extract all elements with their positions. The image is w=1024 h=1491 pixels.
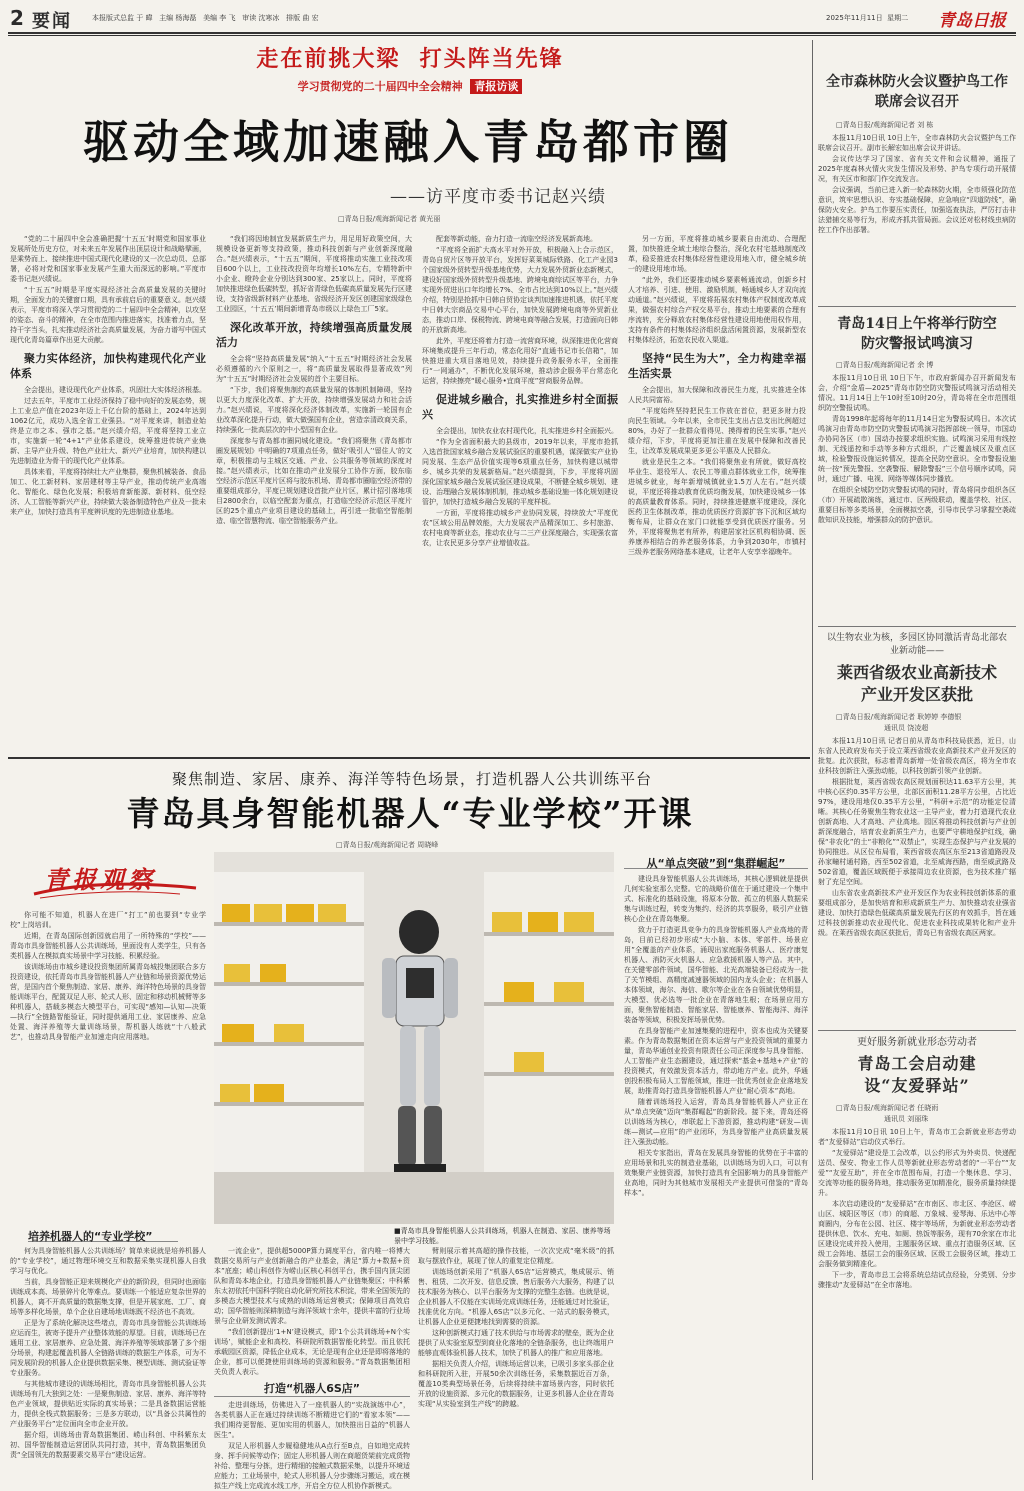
sidebar-story-2-byline: □青岛日报/观海新闻记者 余 博: [836, 361, 934, 369]
sidebar-story-1-body: 本报11月10日讯 10日上午，全市森林防火会议暨护鸟工作联席会议召开。副市长解宏如出席会议并讲话。 会议传达学习了国家、省有关文件和会议精神，通报了2025年度森林火情火灾发生情况及形势、护鸟专项行动开展情况，有关区市和部门作交流发言。 会议强调，当前已进入新一轮森林防火期，全市须强化防范意识，筑牢思想认识、夯实基础保障，应急响应“四道防线”，确保防火安全。护鸟工作要压实责任，加强巡查执法，严厉打击非法猎捕交易等行为，形成齐抓共管局面。会议还对松材线虫病防控工作作出部署。: [818, 134, 1016, 234]
sidebar-story-3-kicker: 以生物农业为核，多园区协同激活青岛北部农业新动能——: [826, 633, 1007, 656]
sidebar-rule-2: [818, 626, 1016, 627]
main-subhead-3: 促进城乡融合，扎实推进乡村全面振兴: [422, 393, 618, 421]
sidebar-story-4-byline-2: 通讯员 刘丽珠: [884, 1115, 929, 1123]
main-subhead-1: 聚力实体经济，加快构建现代化产业体系: [10, 352, 206, 380]
banner-subline: 学习贯彻党的二十届四中全会精神: [297, 80, 463, 93]
page-header: [8, 6, 1016, 32]
column-logo: 青报观察: [30, 858, 200, 902]
robot-col-2: 一流企业”，提供超5000P算力调度平台，省内唯一将博大数据交易所与产业创新融合的产业基金，满足“算力+数据+资本”底座；崂山科创作为崂山区核心科创平台，携手国内顶尖团队和青岛本地企业，打造具身智能机器人产业链集聚区；中科紫东太初依托中国科学院自动化研究所技术积淀，带来全国领先的多模态大模型技术与成熟的训练场运营模式；保障项目高效启动；国华智能则深耕制造与海洋领域十余年，提供丰富的行业场景与企业研发测试需求。 “我们创新提出‘1+N’建设模式，即‘1个公共训练场+N个实训场’，赋能企业和高校、科研院所数据智能化转型。而且依托承载园区资源，降低企业成本，无论是现有企业还是即将落地的企业，都可以便捷使用训练场的资源和服务。”青岛数据集团相关负责人表示。 打造“机器人6S店” 走进训练场，仿佛进入了一座机器人的“实战演练中心”，各类机器人正在通过持续训练不断精进它们的“看家本领”——我们期待更智能、更加实用的机器人，加快推出日益的“机器人医生”。 双足人形机器人步履稳健地从A点行至B点，自如地完成转身、挥手问候等动作；固定人形机器人则在商超货架前完成货物补给、整理与分拣，进行精细的接触式数据采集，以提升环境适应能力；工业场景中，轮式人形机器人分步骤练习搬运，或在模拟生产线上完成流水线工序，开启全方位人机协作新模式。: [214, 1247, 410, 1490]
sidebar-story-4-headline: 青岛工会启动建设“友爱驿站”: [857, 1054, 977, 1095]
sidebar-rule-1: [818, 306, 1016, 307]
sidebar-story-4-kicker: 更好服务新就业形态劳动者: [857, 1037, 977, 1048]
robot-col4-subhead-box: [624, 852, 808, 869]
main-col-1: “党的二十届四中全会准确把握‘十五五’时期党和国家事业发展所处历史方位，对未来五年发展作出顶层设计和战略擘画，是乘势而上、接续推进中国式现代化建设的又一次总动员、总部署，必将对党和国家事业发展产生重大而深远的影响。”平度市委书记赵兴绩说。 “十五五”时期是平度实现经济社会高质量发展的关键时期，全面发力的关键窗口期，具有承前启后的重要意义。赵兴绩表示，平度市将深入学习贯彻党的二十届四中全会精神，以攻坚的姿态、奋斗的精神，在全市范围内推进落实，找准着力点，坚持干字当头，扎实推动经济社会高质量发展，为奋力谱写中国式现代化青岛篇章作出更大贡献。 聚力实体经济，加快构建现代化产业体系 全会提出，建设现代化产业体系，巩固壮大实体经济根基。 过去五年，平度市工业经济保持了稳中向好的发展态势，规上工业总产值在2023年迈上千亿台阶的基础上，2024年达到1062亿元，成功入选全省工业强县。“对平度来讲，制造业始终是立市之本、强市之基。”赵兴绩介绍，平度将坚持工业立市，实施新一轮“4+1”产业体系建设，统筹推进传统产业焕新、主导产业升级、特色产业壮大、新兴产业培育，加快构建以先进制造业为骨干的现代化产业体系。 具体来看，平度将持续壮大产业集群，聚焦机械装备、食品加工、化工新材料、家居建材等主导产业，推动传统产业高端化、智能化、绿色化发展；积极培育新能源、新材料、低空经济、人工智能等新兴产业，持续做大装备制造特色产业及一批未来产业，加快打造具有平度辨识度的先进制造业基地。: [10, 235, 206, 516]
sidebar-story-1-headline: 全市森林防火会议暨护鸟工作联席会议召开: [826, 74, 1008, 110]
sidebar-story-3: [818, 632, 1016, 982]
header-rule-thin: [8, 35, 1016, 36]
main-subhead-4: 坚持“民生为大”，全力构建幸福生活实景: [628, 352, 806, 380]
photo-caption: ■青岛市具身智能机器人公共训练场，机器人在制造、家居、康养等场景中学习技能。: [394, 1227, 611, 1245]
robot-photo: [214, 852, 614, 1224]
robot-subhead-a-box: [28, 1225, 178, 1242]
sidebar-story-2-headline: 青岛14日上午将举行防空防灾警报试鸣演习: [837, 316, 997, 352]
main-col-4: 另一方面，平度将推动城乡要素自由流动、合理配置，加快推进全域土地综合整治，深化农村宅基地制度改革，稳妥推进农村集体经营性建设用地入市，健全城乡统一的建设用地市场。 “此外，我们还要推动城乡要素畅通流动，创新乡村人才培养、引进、使用、激励机制，畅通城乡人才双向流动通道。”赵兴绩说，平度将拓展农村集体产权制度改革成果，做强农村综合产权交易平台，推动土地要素的合理有序流转，充分释放农村集体经营性建设用地使用权作用，支持有条件的村集体经济组织盘活闲置资源，发展新型农村集体经济，拓宽农民收入渠道。 坚持“民生为大”，全力构建幸福生活实景 全会提出，加大保障和改善民生力度，扎实推进全体人民共同富裕。 “平度始终坚持把民生工作放在首位，把更多财力投向民生领域。今年以来，全市民生支出占总支出比例超过80%，办好了一批群众看得见、摸得着的民生实事。”赵兴绩介绍，下步，平度将更加注重在发展中保障和改善民生，让改革发展成果更多更公平惠及人民群众。 就业是民生之本。“我们将聚焦业有所就，做好高校毕业生、退役军人、农民工等重点群体就业工作，统筹推进城乡就业，每年新增城镇就业1.5万人左右。”赵兴绩说，平度还将推动教育优质均衡发展，加快建设城乡一体的高质量教育体系。同时，持续推进健康平度建设，深化医药卫生体制改革，推动优质医疗资源扩容下沉和区域均衡布局，让群众在家门口就能享受到优质医疗服务。另外，平度将聚焦老有所养，构建居家社区机构相协调、医养康养相结合的养老服务体系，力争到2030年，市镇村三级养老服务网络基本建成，让老年人安享幸福晚年。: [628, 235, 806, 556]
sidebar-story-3-body: 本报11月10日讯 记者日前从青岛市科技局获悉，近日，山东省人民政府发布关于设立莱西省级农业高新技术产业开发区的批复。此次获批，标志着青岛新增一处省级农高区，将为全市农业科技创新注入强劲动能，以科技创新引领产业创新。 根据批复，莱西省级农高区规划面积达11.63平方公里，其中核心区约0.35平方公里，北部区面积11.28平方公里，占比近97%，建设用地仅0.35平方公里，“科研+示范”的功能定位清晰。其核心任务聚焦生物农业这一主导产业，着力打造现代农业创新高地、人才高地、产业高地。园区将推动科技创新与产业创新深度融合，培育农业新质生产力，也要严守耕地保护红线，确保“非农化”的土“非粮化”“双禁止”，实现生态保护与产业发展的协同推进。从区位布局看，莱西省级农高区东至213省道路段及孙家疃村通村路，西至502省道，北至威海西路，南至威武路及502省道，覆盖区域既便于承接周边农业资源，也为技术推广辐射了充足空间。 山东省农业高新技术产业开发区作为农业科技创新体系的重要组成部分，是加快培育和形成新质生产力、加快推动农业强省建设、加快打造绿色低碳高质量发展先行区的有效抓手，旨在通过科技创新推动农业现代化、促进农业科技成果转化和产业升级。在莱西省级农高区获批后，青岛已有省级农高区两家。: [818, 737, 1016, 937]
campaign-banner: [200, 44, 620, 110]
sidebar-story-2-body: 本报11月10日讯 10日下午，市政府新闻办召开新闻发布会，介绍“金盾—2025”青岛市防空防灾警报试鸣演习活动相关情况。11月14日上午10时至10时20分，青岛将在全市范围组织防空警报试鸣。 青岛1998年起将每年的11月14日定为警报试鸣日。本次试鸣演习由青岛市防空防灾警报试鸣演习指挥部统一领导，市国动办协同各区（市）国动办按要求组织实施。试鸣演习采用有线控制、无线遥控和手动等多种方式组织，广泛覆盖城区及重点区域，检验警报设施运转情况，提高全民防空意识。全市警报设施统一按“预先警报、空袭警报、解除警报”三个信号顺序试鸣，同时，通过广播、电视、网络等媒体同步播放。 在组织全城防空防灾警报试鸣的同时，青岛将同步组织各区（市）开展疏散演练，通过市、区两级联动，覆盖学校、社区、重要目标等多类场景，全面模拟空袭，引导市民学习掌握空袭疏散知识及技能，增强群众的防护意识。: [818, 374, 1016, 524]
robot-kicker: 聚焦制造、家居、康养、海洋等特色场景，打造机器人公共训练平台: [171, 770, 652, 788]
sidebar-story-4: [818, 1036, 1016, 1445]
sidebar-divider: [812, 40, 813, 1480]
sidebar-story-3-byline-2: 通讯员 饶凌超: [884, 724, 929, 732]
robot-byline: □青岛日报/观海新闻记者 周晓峰: [336, 841, 439, 849]
sidebar-story-3-headline: 莱西省级农业高新技术产业开发区获批: [836, 663, 997, 704]
sidebar-story-4-byline-1: □青岛日报/观海新闻记者 任晓雨: [836, 1104, 939, 1112]
page-number: 2: [10, 6, 24, 30]
header-rule: [8, 32, 1016, 34]
sidebar-story-2: [818, 314, 1016, 625]
sidebar-story-1: [818, 72, 1016, 275]
robot-subhead-b: 打造“机器人6S店”: [214, 1381, 410, 1397]
masthead-logo: 青岛日报: [938, 11, 1006, 31]
banner-subline-row: [200, 78, 620, 94]
robot-col-1: 何为具身智能机器人公共训练场？简单来说就是培养机器人的“专业学校”，通过物理环境交互和数据采集实现机器人自我学习与优化。 当前，具身智能正迎来规模化产业的新阶段，但同时也面临训练成本高、场景碎片化等难点。要训练一个能适应复杂世界的机器人，离不开高质量的数据集支撑，但是开展家庭、工厂、商场等多样化场景，单个企业自建场地训练既不经济也不高效。 正是为了系统化解决这些堵点，青岛市具身智能公共训练场应运而生，被寄予提升产业整体效能的厚望。目前，训练场已在通用工业、家居康养、应急处置、海洋养殖等领域部署了多个细分场景，构建起覆盖机器人全链路训练的数据生产体系，可为不同发展阶段的机器人企业提供数据采集、模型训练、测试验证等专业服务。 与其他城市建设的训练场相比，青岛市具身智能机器人公共训练场有几大独到之处：一是聚焦制造、家居、康养、海洋等特色产业领域，提供贴近实际的真实场景；二是具备数据运营能力，提供全栈式数据服务；三是多方联动，以“具备公共属性的产业服务平台”定位面向全市企业开放。 据介绍，训练场由青岛数据集团、崂山科创、中科紫东太初、国华智能制造运营团队共同打造，其中，青岛数据集团负责“全国领先的数据要素交易平台”建设运营。: [10, 1247, 206, 1459]
main-col-3: 配套等新动能，奋力打造一流临空经济发展新高地。 “平度将全面扩大高水平对外开放，积极融入上合示范区，青岛自贸片区等开放平台，发挥好菜莱城际铁路、化工产业园3个国家级外贸转型升级基地优势，大力发展外贸新业态新模式，建设好国家级外贸转型升级基地、跨境电商综试区等平台，力争实现外贸进出口年均增长7%、全市占比达到10%以上。”赵兴绩介绍，特别是抢抓中日韩自贸协定谈判加速推进机遇，依托平度中日韩大宗商品交易中心平台，加快发展跨境电商等外贸新业态，推动口岸、保税物流、跨境电商等融合发展，打造面向日韩的开放新高地。 此外，平度还将着力打造一流营商环境，纵深推进优化营商环境集成提升三年行动，常态化用好“直通书记市长信箱”，加快推进重大项目落地见效，持续提升政务服务水平，全面推行“一网通办”，不断优化发展环境，推动涉企服务平台常态化运营，持续擦亮“暖心服务•宜商平度”营商服务品牌。 促进城乡融合，扎实推进乡村全面振兴 全会提出，加快农业农村现代化，扎实推进乡村全面振兴。 “作为全省面积最大的县级市，2019年以来，平度市抢抓入选首批国家城乡融合发展试验区的重要机遇，谋深做实产业协同发展、生态产品价值实现等6项重点任务，加快构建以城带乡、城乡共荣的发展新格局。”赵兴绩提到，下步，平度将巩固深化国家城乡融合发展试验区建设成果，不断健全城乡规划、建设、治理融合发展体制机制，推动城乡基础设施一体化规划建设管护，加快打造城乡融合发展的平度样板。 一方面，平度将推动城乡产业协同发展，持续放大“平度优农”区域公用品牌效能，大力发展农产品精深加工、乡村旅游、农村电商等新业态，推动农业与二三产业深度融合，实现强农富农，让农民更多分享产业增值收益。: [422, 235, 618, 547]
main-subheadline: ——访平度市委书记赵兴绩: [390, 187, 606, 207]
robot-col4-subhead: 从“单点突破”到“集群崛起”: [646, 857, 786, 870]
sidebar-rule-3: [818, 1030, 1016, 1031]
section-title: 要闻: [32, 11, 72, 32]
robot-col-3: 臂则展示着其高超的操作技能，一次次完成“毫米级”的抓取与摆放作业，展现了惊人的重复定位精度。 训练场创新采用了“机器人6S店”运营模式，集成展示、销售、租赁、二次开发、信息反馈、售后服务六大服务，构建了以技术服务为核心、以平台服务为支撑的完整生态链。也就是说，企业机器人不仅能在实训场完成训练任务，还能通过对比验证，找准优化方向。“机器人6S店”以多元化、一站式的服务模式，让机器人企业更便捷地找到需要的资源。 这种创新模式打通了技术供给与市场需求的壁垒，既为企业提供了从实验室原型到商业化落地的全链条服务，也让终端用户能够直观体验机器人技术，加快了机器人的推广和应用落地。 据相关负责人介绍，训练场运营以来，已吸引多家头部企业和科研院所入驻，开展50余次训练任务，采集数据近百万条，覆盖10类典型场景任务，后续将持续丰富场景内容，同时依托开放的设施资源、多元化的数据服务，让更多机器人企业在青岛实现“从实验室到生产线”的跨越。: [418, 1247, 614, 1408]
robot-training-photo-icon: [214, 852, 614, 1224]
robot-subhead-a: 培养机器人的“专业学校”: [28, 1230, 153, 1243]
sidebar-story-4-body: 本报11月10日讯 10日上午，青岛市工会新就业形态劳动者“友爱驿站”启动仪式举行。 “友爱驿站”建设是工会改革，以公约形式为外卖员、快递配送员、保安、物业工作人员等新就业形态劳动者的“一平台”“友爱”“友爱互助”，并在全市范围布局，打造一个集休息、学习、交流等功能的服务阵地，推动服务更加精准化，服务质量持续提升。 本次启动建设的“友爱驿站”在市南区、市北区、李沧区、崂山区、城阳区等区（市）的商超、万象城、爱琴海、乐达中心等商圈内，分布在公园、社区、楼宇等场所，为新就业形态劳动者提供休息、饮水、充电、如厕、热饭等服务，现有70余家在市北区建设完成并投入使用，主题服务区域、重点打造服务区域、区级工会阵地、基层工会的服务区域、区级工会服务区域，推动工会服务做到精准化。 下一步，青岛市总工会将系统总结试点经验，分类别、分步骤推动“友爱驿站”在全市落地。: [818, 1128, 1016, 1289]
section-divider: [8, 757, 810, 759]
robot-lead: 你可能不知道，机器人在进厂“打工”前也要到“专业学校”上岗培训。 近期，在青岛国际创新园就启用了一所特殊的“学校”——青岛市具身智能机器人公共训练场，里面没有人类学生，只有各类机器人在模拟真实场景中学习技能、积累经验。 该训练场由市城乡建设投资集团所属青岛城投集团联合多方投资建设，依托青岛市具身智能机器人产业链和场景资源优势运营，是国内首个聚焦制造、家居、康养、海洋特色场景的具身智能训练平台，配置双足人形、轮式人形、固定和移动机械臂等多种机器人，搭载多模态大模型平台，可实现“感知—认知—决策—执行”全链路智能验证，同时提供通用工业、家居康养、应急处置、海洋养殖等大量训练场景，帮机器人练就“十八般武艺”，也推动具身智能产业加速走向应用落地。: [10, 911, 206, 1041]
main-headline: 驱动全域加速融入青岛都市圈: [83, 115, 733, 169]
main-col-2: “我们将因地制宜发展新质生产力，用足用好政策空间，大规模设备更新等支持政策，推动科技创新与产业创新深度融合。”赵兴绩表示，“十五五”期间，平度将推动实施工业技改项目600个以上，工业技改投资年均增长10%左右，专精特新中小企业、瞪羚企业分别达到300家、25家以上。同时，平度将加快推进绿色低碳转型，抓好省青绿色低碳高质量发展先行区建设，支持省级新材料产业基地、省级经济开发区创建国家级绿色工业园区，‘十五五’期间新增青岛市级以上绿色工厂5家。 深化改革开放，持续增强高质量发展活力 全会将“坚持高质量发展”纳入“十五五”时期经济社会发展必须遵循的六个原则之一，将“高质量发展取得显著成效”列为“十五五”时期经济社会发展的首个主要目标。 “下步，我们将聚焦制约高质量发展的体制机制障碍，坚持以更大力度深化改革、扩大开放，持续增强发展动力和社会活力。”赵兴绩说，平度将深化经济体制改革，实施新一轮国有企业改革深化提升行动，做大做强国有企业，营造亲清政商关系，持续强化一批高层次的中小型国有企业。 深度参与青岛都市圈同城化建设。“我们将聚焦《青岛都市圈发展规划》中明确的7项重点任务，做好‘吸引人’‘留住人’的文章，积极推动与主城区交通、产业、公共服务等领域的深度对接。”赵兴绩表示，比如在推动产业发展分工协作方面，胶东临空经济示范区平度片区将与胶东机场、青岛都市圈临空经济带的重要组成部分，平度已规划建设首批产业片区，累计招引落地项目2800余台，以临空配套为重点，打造临空经济示范区平度片区的25个重点产业项目建设的基础上，再引进一批临空智能制造、临空智慧物流、临空智能服务产业。: [216, 235, 412, 525]
issue-date: 2025年11月11日 星期二: [826, 14, 909, 22]
robot-headline: 青岛具身智能机器人“专业学校”开课: [126, 794, 694, 833]
sidebar-story-3-byline-1: □青岛日报/观海新闻记者 耿婷婷 李德银: [836, 713, 962, 721]
main-byline: □青岛日报/观海新闻记者 黄光丽: [338, 215, 441, 223]
banner-slogan: 走在前挑大梁 打头阵当先锋: [256, 46, 564, 72]
main-subhead-2: 深化改革开放，持续增强高质量发展活力: [216, 321, 412, 349]
robot-col-4: 建设具身智能机器人公共训练场，其核心逻辑就是提供几何实验室那么完整。它的战略价值在于通过建设一个集中式、标准化的基础设施，将原本分散、孤立的机器人数据采集与训练过程，转变为集约、经济的共享服务，吸引产业链核心企业在青岛集聚。 致力于打造更具竞争力的具身智能机器人产业高地的青岛，目前已经初步形成“大小脑、本体、零部件、场景应用”全覆盖的产业体系，涌现出家庭服务机器人、医疗康复机器人、消防灭火机器人、应急救援机器人等产品。其中，在关键零部件领域，国华智能、北光高端装备已经成为一批了关节模组、高精度减速器领域的国内龙头企业；在机器人本体领域，海尔、海信、歌尔等企业在各自领域优势明显，大模型、优必选等一批企业在青落地生根；在场景应用方面，聚焦智能制造、智能家居、智能康养、智能海洋、海洋装备等领域，积极发挥场景优势。 在具身智能产业加速集聚的进程中，资本也成为关键要素。作为青岛数据集团在资本运营与产业投资领域的重要力量，青岛华通创业投资有限责任公司正深度参与具身智能、人工智能产业生态圈建设，通过探索“基金+基地+产业”的投资模式，有效激发资本活力，带动地方产业。此外，华通创投积极布局人工智能领域，推进一批优秀创业企业落地发展，助推青岛打造具身智能机器人产业“耐心资本”高地。 随着训练场投入运营，青岛具身智能机器人产业正在从“单点突破”迈向“集群崛起”的新阶段。接下来，青岛还将以训练场为核心，串联起上下游资源，推动构建“研发—训练—测试—应用”的产业闭环，为具身智能产业高质量发展注入强劲动能。 相关专家指出，青岛在发展具身智能的优势在于丰富的应用场景和扎实的制造业基础，以训练场为切入口，可以有效集聚产业链资源，加快打造具有全国影响力的具身智能产业高地，同时为其他城市发展相关产业提供可借鉴的“青岛样本”。: [624, 875, 808, 1197]
editor-credits: 本报版式总监 于 暐 主编 杨海磊 美编 李 飞 审读 沈寒冰 排版 曲 宏: [92, 14, 319, 22]
sidebar-story-1-byline: □青岛日报/观海新闻记者 刘 栋: [836, 121, 934, 129]
banner-tag: 青报访谈: [470, 79, 522, 94]
